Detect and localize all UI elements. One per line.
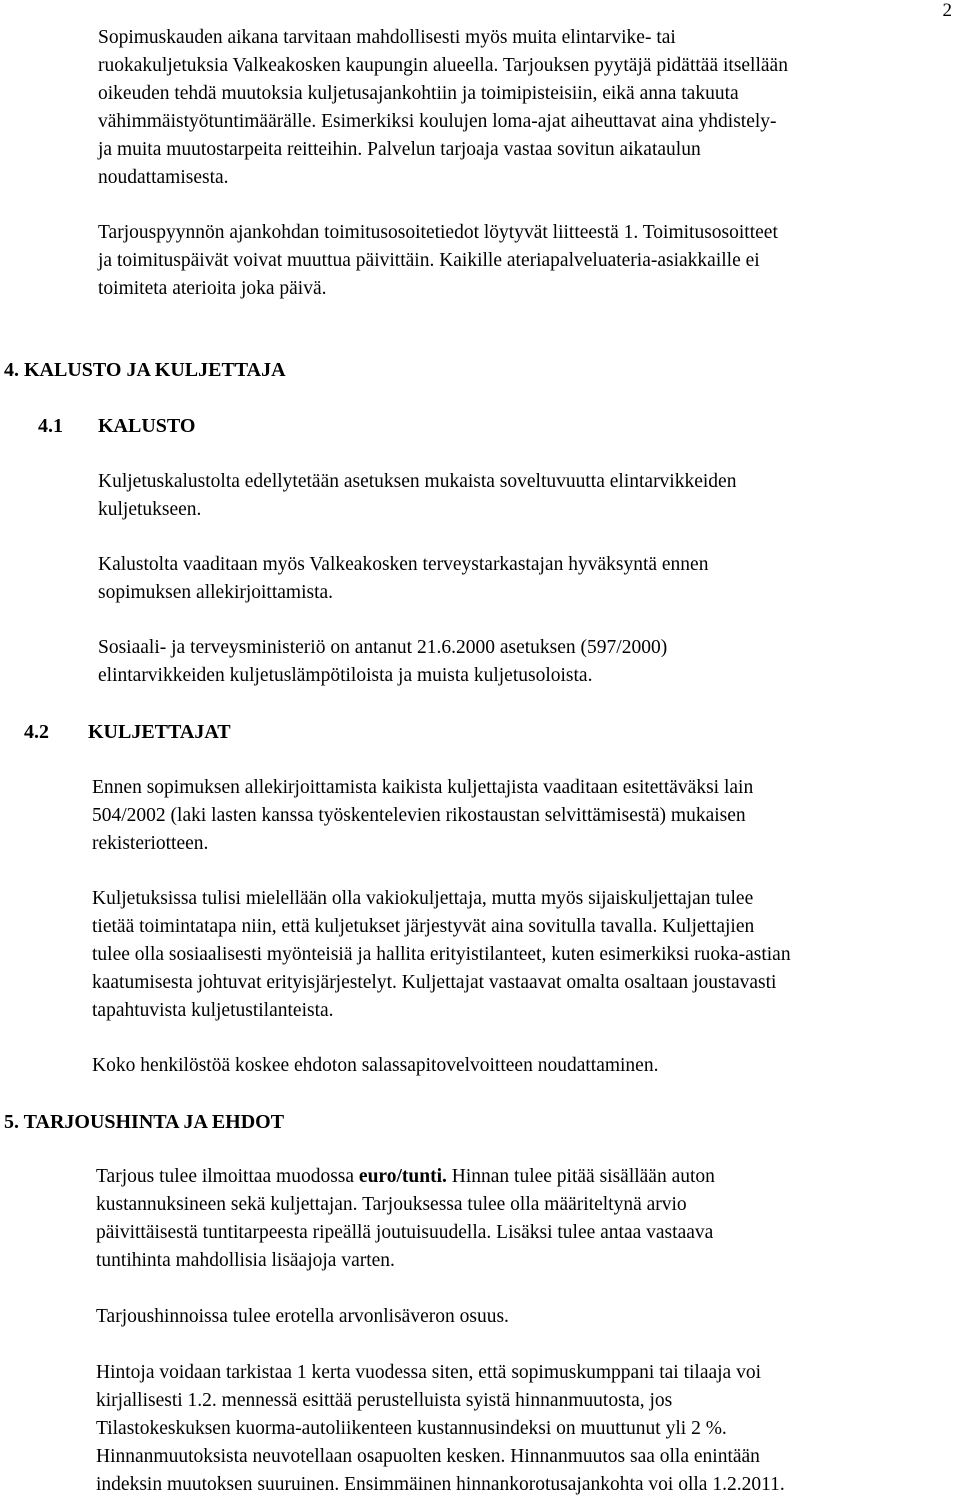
text-line: Kuljetuskalustolta edellytetään asetuksen mukaista soveltuvuutta elintarvikkeiden — [98, 471, 737, 492]
kuljettajat-paragraph-3 — [92, 1052, 658, 1080]
text-line: toimiteta aterioita joka päivä. — [98, 278, 327, 299]
subsection-4-1-title: KALUSTO — [98, 415, 196, 437]
subsection-4-2-number: 4.2 — [24, 721, 49, 743]
bold-unit-text: euro/tunti. — [358, 1166, 447, 1187]
text-line: päivittäisestä tuntitarpeesta ripeällä joutuisuudella. Lisäksi tulee antaa vastaava — [96, 1222, 714, 1243]
section-4-heading: 4. KALUSTO JA KULJETTAJA — [4, 359, 286, 381]
text-line: Tilastokeskuksen kuorma-autoliikenteen kustannusindeksi on muuttunut yli 2 %. — [96, 1418, 727, 1439]
text-line: tapahtuvista kuljetustilanteista. — [92, 1000, 334, 1021]
kalusto-paragraph-3 — [98, 634, 667, 690]
text-line: kaatumisesta johtuvat erityisjärjestelyt. Kuljettajat vastaavat omalta osaltaan joustavasti — [92, 972, 777, 993]
text-line: Kalustolta vaaditaan myös Valkeakosken terveystarkastajan hyväksyntä ennen — [98, 554, 709, 575]
kuljettajat-paragraph-2 — [92, 885, 791, 1025]
text-line: Kuljetuksissa tulisi mielellään olla vakiokuljettaja, mutta myös sijaiskuljettajan tulee — [92, 888, 754, 909]
text-line: kirjallisesti 1.2. mennessä esittää perustelluista syistä hinnanmuutosta, jos — [96, 1390, 673, 1411]
text-line: Koko henkilöstöä koskee ehdoton salassapitovelvoitteen noudattaminen. — [92, 1055, 659, 1076]
text-line: Sosiaali- ja terveysministeriö on antanut 21.6.2000 asetuksen (597/2000) — [98, 637, 668, 658]
kuljettajat-paragraph-1 — [92, 774, 753, 858]
text-line: ruokakuljetuksia Valkeakosken kaupungin alueella. Tarjouksen pyytäjä pidättää itsellään — [98, 55, 788, 76]
text-line: Hinnanmuutoksista neuvotellaan osapuolten kesken. Hinnanmuutos saa olla enintään — [96, 1446, 760, 1467]
subsection-4-2-title: KULJETTAJAT — [88, 721, 231, 743]
text-line: ja toimituspäivät voivat muuttua päivittäin. Kaikille ateriapalveluateria-asiakkaille ei — [98, 250, 760, 271]
text-line: tuntihinta mahdollisia lisäajoja varten. — [96, 1250, 395, 1271]
subsection-4-1-number: 4.1 — [38, 415, 63, 437]
text-line: indeksin muutoksen suuruinen. Ensimmäinen hinnankorotusajankohta voi olla 1.2.2011. — [96, 1474, 785, 1495]
text-line: Sopimuskauden aikana tarvitaan mahdollisesti myös muita elintarvike- tai — [98, 27, 676, 48]
tarjoushinta-paragraph-3 — [96, 1359, 785, 1499]
text-line: tietää toimintatapa niin, että kuljetukset järjestyvät aina sovitulla tavalla. Kuljettajien — [92, 916, 755, 937]
tarjoushinta-paragraph-2 — [96, 1303, 509, 1331]
text-line: Tarjoushinnoissa tulee erotella arvonlisäveron osuus. — [96, 1306, 509, 1327]
intro-paragraph-2 — [98, 219, 778, 303]
intro-paragraph-1 — [98, 24, 788, 192]
text-segment: Hinnan tulee pitää sisällään auton — [446, 1166, 715, 1187]
text-line — [96, 1163, 715, 1191]
text-line: tulee olla sosiaalisesti myönteisiä ja hallita erityistilanteet, kuten esimerkiksi ruoka-astian — [92, 944, 791, 965]
kalusto-paragraph-2 — [98, 551, 708, 607]
text-line: elintarvikkeiden kuljetuslämpötiloista ja muista kuljetusoloista. — [98, 665, 593, 686]
text-line: ja muita muutostarpeita reitteihin. Palvelun tarjoaja vastaa sovitun aikataulun — [98, 139, 701, 160]
text-line: noudattamisesta. — [98, 167, 229, 188]
text-line: kustannuksineen sekä kuljettajan. Tarjouksessa tulee olla määriteltynä arvio — [96, 1194, 687, 1215]
text-segment: Tarjous tulee ilmoittaa muodossa — [96, 1166, 359, 1187]
kalusto-paragraph-1 — [98, 468, 736, 524]
text-line: kuljetukseen. — [98, 499, 202, 520]
text-line: Tarjouspyynnön ajankohdan toimitusosoitetiedot löytyvät liitteestä 1. Toimitusosoitteet — [98, 222, 778, 243]
text-line: Hintoja voidaan tarkistaa 1 kerta vuodessa siten, että sopimuskumppani tai tilaaja voi — [96, 1362, 761, 1383]
tarjoushinta-paragraph-1 — [96, 1163, 715, 1275]
page-number: 2 — [942, 0, 952, 21]
text-line: sopimuksen allekirjoittamista. — [98, 582, 334, 603]
section-5-heading: 5. TARJOUSHINTA JA EHDOT — [4, 1111, 285, 1133]
text-line: rekisteriotteen. — [92, 833, 209, 854]
text-line: vähimmäistyötuntimäärälle. Esimerkiksi koulujen loma-ajat aiheuttavat aina yhdistely- — [98, 111, 777, 132]
text-line: Ennen sopimuksen allekirjoittamista kaikista kuljettajista vaaditaan esitettäväksi lain — [92, 777, 754, 798]
text-line: oikeuden tehdä muutoksia kuljetusajankohtiin ja toimipisteisiin, eikä anna takuuta — [98, 83, 739, 104]
text-line: 504/2002 (laki lasten kanssa työskentelevien rikostaustan selvittämisestä) mukaisen — [92, 805, 746, 826]
